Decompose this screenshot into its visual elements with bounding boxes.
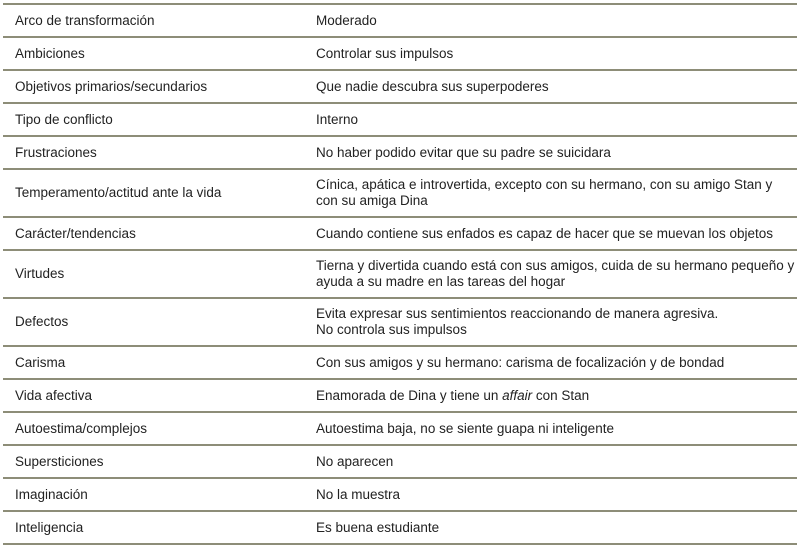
table-row (3, 37, 797, 70)
row-value: No haber podido evitar que su padre se suicidara (316, 136, 797, 169)
row-value (316, 298, 797, 346)
row-label: Autoestima/complejos (3, 412, 316, 445)
row-value: Es buena estudiante (316, 511, 797, 544)
table-row (3, 412, 797, 445)
table-row (3, 103, 797, 136)
row-value: Que nadie descubra sus superpoderes (316, 70, 797, 103)
row-label: Vida afectiva (3, 379, 316, 412)
table-row (3, 217, 797, 250)
character-profile-table (3, 3, 797, 545)
table-row (3, 478, 797, 511)
value-line: No controla sus impulsos (316, 322, 467, 337)
row-value (316, 379, 797, 412)
row-value: Controlar sus impulsos (316, 37, 797, 70)
row-label: Imaginación (3, 478, 316, 511)
row-label: Ambiciones (3, 37, 316, 70)
value-line: Evita expresar sus sentimientos reaccionando de manera agresiva. (316, 306, 719, 321)
row-label: Virtudes (3, 250, 316, 298)
row-value: Autoestima baja, no se siente guapa ni inteligente (316, 412, 797, 445)
table-row (3, 346, 797, 379)
table-row (3, 250, 797, 298)
row-value: No la muestra (316, 478, 797, 511)
row-label: Supersticiones (3, 445, 316, 478)
table-row (3, 379, 797, 412)
row-label: Objetivos primarios/secundarios (3, 70, 316, 103)
row-value: Cuando contiene sus enfados es capaz de hacer que se muevan los objetos (316, 217, 797, 250)
table-row (3, 70, 797, 103)
value-text: con Stan (532, 387, 590, 403)
row-value: Cínica, apática e introvertida, excepto con su hermano, con su amigo Stan y con su amiga Dina (316, 169, 797, 217)
row-value: Moderado (316, 4, 797, 37)
italic-term: affair (502, 387, 533, 403)
table-row (3, 4, 797, 37)
row-value: No aparecen (316, 445, 797, 478)
table-row (3, 298, 797, 346)
table-row (3, 511, 797, 544)
row-label: Frustraciones (3, 136, 316, 169)
row-label: Arco de transformación (3, 4, 316, 37)
row-value: Tierna y divertida cuando está con sus amigos, cuida de su hermano pequeño y ayuda a su madre en las tareas del hogar (316, 250, 797, 298)
row-label: Temperamento/actitud ante la vida (3, 169, 316, 217)
row-label: Carácter/tendencias (3, 217, 316, 250)
row-label: Tipo de conflicto (3, 103, 316, 136)
row-label: Carisma (3, 346, 316, 379)
row-label: Defectos (3, 298, 316, 346)
row-value: Con sus amigos y su hermano: carisma de focalización y de bondad (316, 346, 797, 379)
table-row (3, 445, 797, 478)
table-row (3, 169, 797, 217)
row-label: Inteligencia (3, 511, 316, 544)
table-row (3, 136, 797, 169)
value-text: Enamorada de Dina y tiene un (316, 387, 503, 403)
row-value: Interno (316, 103, 797, 136)
